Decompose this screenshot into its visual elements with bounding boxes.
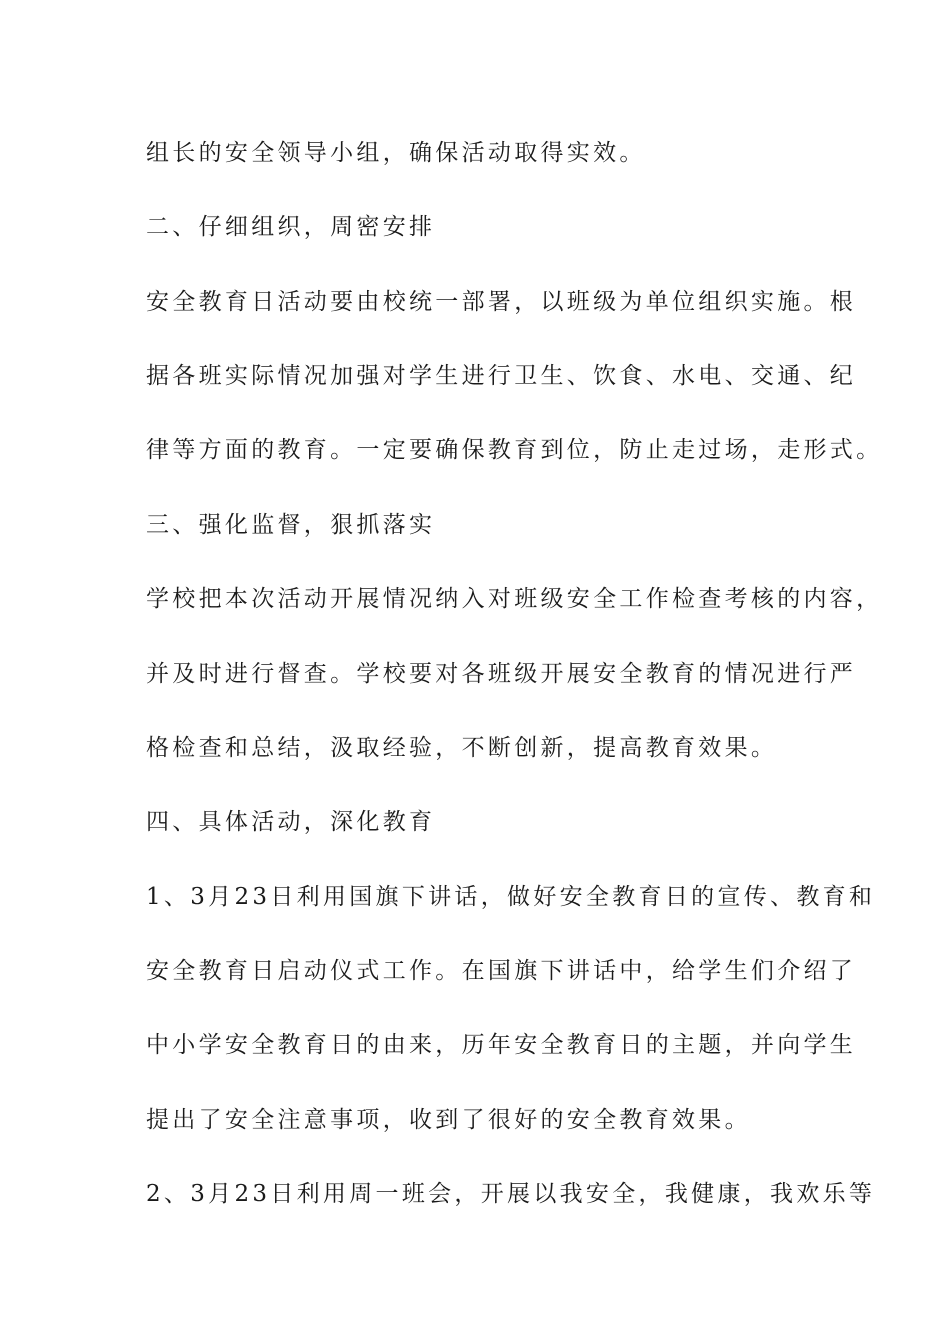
section-heading-4: 四、具体活动，深化教育 (146, 809, 436, 835)
text-line: 格检查和总结，汲取经验，不断创新，提高教育效果。 (146, 735, 778, 761)
text-line-continuation: 组长的安全领导小组，确保活动取得实效。 (146, 140, 646, 166)
text-line: 安全教育日活动要由校统一部署，以班级为单位组织实施。根 (146, 289, 857, 315)
text-line: 学校把本次活动开展情况纳入对班级安全工作检查考核的内容， (146, 586, 883, 612)
text-line: 并及时进行督查。学校要对各班级开展安全教育的情况进行严 (146, 661, 857, 687)
text-line: 据各班实际情况加强对学生进行卫生、饮食、水电、交通、纪 (146, 363, 857, 389)
section-heading-2: 二、仔细组织，周密安排 (146, 214, 436, 240)
text-line: 2、3月23日利用周一班会，开展以我安全，我健康，我欢乐等 (146, 1181, 876, 1207)
section-heading-3: 三、强化监督，狠抓落实 (146, 512, 436, 538)
text-line: 提出了安全注意事项，收到了很好的安全教育效果。 (146, 1107, 751, 1133)
text-line: 1、3月23日利用国旗下讲话，做好安全教育日的宣传、教育和 (146, 884, 876, 910)
text-line: 律等方面的教育。一定要确保教育到位，防止走过场，走形式。 (146, 437, 883, 463)
text-line: 中小学安全教育日的由来，历年安全教育日的主题，并向学生 (146, 1032, 857, 1058)
text-line: 安全教育日启动仪式工作。在国旗下讲话中，给学生们介绍了 (146, 958, 857, 984)
